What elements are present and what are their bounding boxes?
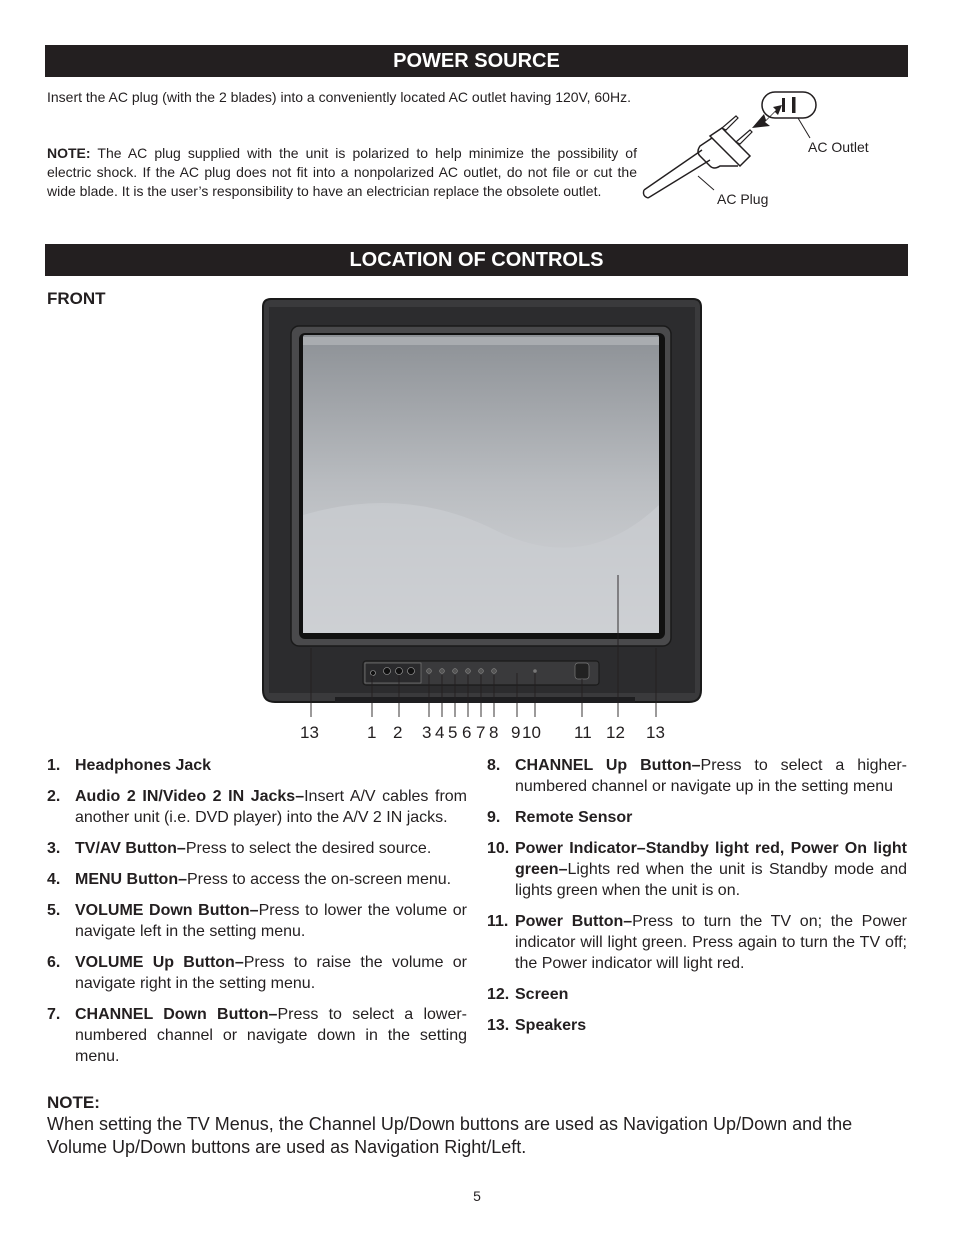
power-button[interactable] xyxy=(575,663,589,679)
outlet-leader xyxy=(798,118,810,138)
list-item: 7. CHANNEL Down Button–Press to select a lower-numbered channel or navigate down in the setting menu. xyxy=(47,1006,467,1065)
plug-blade-top xyxy=(722,116,738,130)
plug-leader xyxy=(698,176,714,190)
callout-3: 3 xyxy=(422,723,432,742)
video2-in-jack[interactable] xyxy=(408,668,415,675)
outlet-slot-left xyxy=(782,98,785,112)
page-number: 5 xyxy=(473,1188,481,1204)
channel-up-button[interactable] xyxy=(492,669,497,674)
callout-8: 8 xyxy=(489,723,499,742)
power-note-text: The AC plug supplied with the unit is polarized to help minimize the possibility of electric shock. If the AC plug does not fit into a nonpolarized AC outlet, do not file or cut the wide blade. It is the user’s responsibility to have an electrician replace the obsolete outlet. xyxy=(47,145,637,199)
list-item: 2. Audio 2 IN/Video 2 IN Jacks–Insert A/V cables from another unit (i.e. DVD player) into the A/V 2 IN jacks. xyxy=(47,788,468,826)
callout-1: 1 xyxy=(367,723,377,742)
plug-head xyxy=(710,128,750,166)
screen-top-highlight xyxy=(303,337,659,345)
headphones-jack[interactable] xyxy=(371,671,376,676)
cord-end xyxy=(644,190,649,198)
ac-outlet-icon xyxy=(762,92,816,118)
list-item: 5. VOLUME Down Button–Press to lower the volume or navigate left in the setting menu. xyxy=(47,902,468,940)
list-item: 1. Headphones Jack xyxy=(47,757,212,774)
list-item: 13. Speakers xyxy=(487,1017,587,1034)
callout-9: 9 xyxy=(511,723,521,742)
power-note xyxy=(47,144,637,201)
menu-button[interactable] xyxy=(440,669,445,674)
callout-13-right: 13 xyxy=(646,723,665,742)
power-source-heading xyxy=(45,45,908,77)
callout-numbers xyxy=(0,723,954,745)
callout-6: 6 xyxy=(462,723,472,742)
list-item: 11. Power Button–Press to turn the TV on; the Power indicator will light green. Press again to turn the TV off; the Power indicator will light red. xyxy=(487,913,907,972)
controls-list-right xyxy=(487,755,907,1046)
power-note-label: NOTE: xyxy=(47,145,91,161)
list-item: 8. CHANNEL Up Button–Press to select a higher-numbered channel or navigate up in the setting menu xyxy=(487,757,907,795)
callout-7: 7 xyxy=(476,723,486,742)
controls-list-left xyxy=(47,755,467,1077)
callout-11: 11 xyxy=(574,723,592,742)
location-of-controls-title: LOCATION OF CONTROLS xyxy=(349,248,604,271)
ac-outlet-label: AC Outlet xyxy=(808,139,869,155)
list-item: 6. VOLUME Up Button–Press to raise the volume or navigate right in the setting menu. xyxy=(47,954,468,992)
callout-10: 10 xyxy=(522,723,541,742)
tv-av-button[interactable] xyxy=(427,669,432,674)
outlet-slot-right xyxy=(792,97,796,113)
power-source-title: POWER SOURCE xyxy=(393,49,560,72)
channel-down-button[interactable] xyxy=(479,669,484,674)
audio2-in-jack-left[interactable] xyxy=(384,668,391,675)
tv-base xyxy=(335,697,635,703)
volume-down-button[interactable] xyxy=(453,669,458,674)
list-item: 9. Remote Sensor xyxy=(487,809,633,826)
power-instructions: Insert the AC plug (with the 2 blades) into a conveniently located AC outlet having 120V, 60Hz. xyxy=(47,89,631,105)
callout-5: 5 xyxy=(448,723,458,742)
note-text: When setting the TV Menus, the Channel Up/Down buttons are used as Navigation Up/Down and the Volume Up/Down buttons are used as Navigation Right/Left. xyxy=(47,1114,853,1157)
volume-up-button[interactable] xyxy=(466,669,471,674)
ac-plug-label: AC Plug xyxy=(717,191,769,207)
list-item: 4. MENU Button–Press to access the on-screen menu. xyxy=(47,871,452,888)
power-indicator xyxy=(533,669,537,673)
callout-4: 4 xyxy=(435,723,445,742)
list-item: 3. TV/AV Button–Press to select the desired source. xyxy=(47,840,432,857)
list-item: 12. Screen xyxy=(487,986,569,1003)
callout-13-left: 13 xyxy=(300,723,319,742)
tv-front-illustration xyxy=(255,295,715,725)
location-of-controls-heading xyxy=(45,244,908,276)
note-heading: NOTE: xyxy=(47,1093,100,1112)
audio2-in-jack-right[interactable] xyxy=(396,668,403,675)
callout-2: 2 xyxy=(393,723,403,742)
callout-12: 12 xyxy=(606,723,625,742)
plug-blade-bottom xyxy=(736,130,752,144)
front-label: FRONT xyxy=(47,289,106,308)
list-item: 10. Power Indicator–Standby light red, Power On light green–Lights red when the unit is Standby mode and lights green when the unit is on. xyxy=(487,840,907,899)
